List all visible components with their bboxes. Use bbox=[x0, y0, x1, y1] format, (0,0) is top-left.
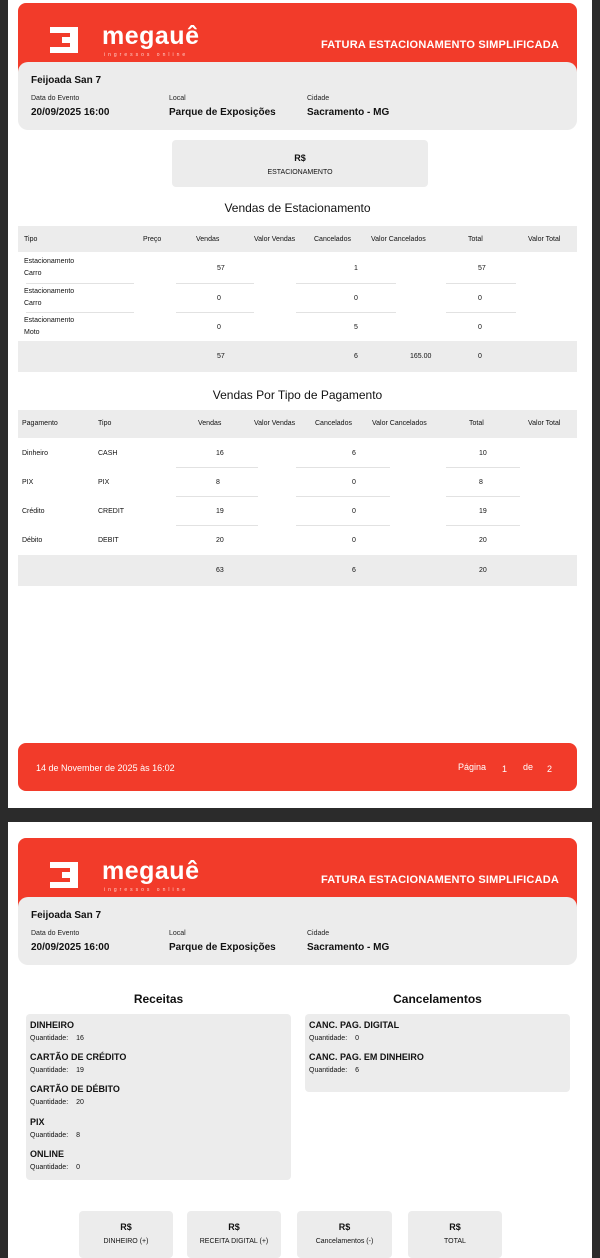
page-total: 2 bbox=[547, 764, 553, 774]
event-city: Cidade Sacramento - MG bbox=[307, 930, 390, 953]
document-title: FATURA ESTACIONAMENTO SIMPLIFICADA bbox=[321, 39, 559, 51]
event-name: Feijoada San 7 bbox=[31, 910, 102, 921]
receita-digital-total-box: R$ RECEITA DIGITAL (+) bbox=[187, 1211, 281, 1258]
brand-tagline: ingressos online bbox=[104, 52, 189, 58]
parking-table-header: Tipo Preço Vendas Valor Vendas Cancelados Valor Cancelados Total Valor Total bbox=[18, 226, 577, 252]
document-title: FATURA ESTACIONAMENTO SIMPLIFICADA bbox=[321, 874, 559, 886]
payment-sales-title: Vendas Por Tipo de Pagamento bbox=[212, 388, 383, 402]
list-item: CARTÃO DE CRÉDITO Quantidade: 19 bbox=[30, 1052, 127, 1074]
event-info bbox=[18, 62, 577, 130]
event-city: Cidade Sacramento - MG bbox=[307, 95, 390, 118]
event-info bbox=[18, 897, 577, 965]
cancelamentos-panel bbox=[305, 1014, 570, 1092]
list-item: CANC. PAG. DIGITAL Quantidade: 0 bbox=[309, 1020, 400, 1042]
brand-name: megauê bbox=[102, 22, 200, 50]
table-row: Débito DEBIT 20 0 20 bbox=[22, 537, 487, 544]
table-row: Dinheiro CASH 16 6 10 bbox=[22, 450, 487, 457]
page-current: 1 bbox=[502, 764, 508, 774]
list-item: CANC. PAG. EM DINHEIRO Quantidade: 6 bbox=[309, 1052, 424, 1074]
parking-table-totals: 57 6 165.00 0 bbox=[18, 341, 577, 372]
list-item: PIX Quantidade: 8 bbox=[30, 1117, 81, 1139]
parking-sales-title: Vendas de Estacionamento bbox=[224, 201, 371, 215]
event-place: Local Parque de Exposições bbox=[169, 95, 276, 118]
list-item: CARTÃO DE DÉBITO Quantidade: 20 bbox=[30, 1084, 120, 1106]
payment-table-totals: 63 6 20 bbox=[18, 555, 577, 586]
brand-name: megauê bbox=[102, 857, 200, 885]
generated-timestamp: 14 de November de 2025 às 16:02 bbox=[36, 763, 175, 773]
table-row: Estacionamento Carro 0 0 0 bbox=[24, 288, 482, 307]
parking-total-box: R$ ESTACIONAMENTO bbox=[172, 140, 428, 187]
grand-total-box: R$ TOTAL bbox=[408, 1211, 502, 1258]
list-item: ONLINE Quantidade: 0 bbox=[30, 1149, 81, 1171]
cancelamentos-title: Cancelamentos bbox=[393, 992, 482, 1006]
event-place: Local Parque de Exposições bbox=[169, 930, 276, 953]
receitas-panel bbox=[26, 1014, 291, 1180]
megaue-logo-icon bbox=[48, 25, 82, 55]
cancelamentos-total-box: R$ Cancelamentos (-) bbox=[297, 1211, 392, 1258]
table-row: PIX PIX 8 0 8 bbox=[22, 479, 483, 486]
list-item: DINHEIRO Quantidade: 16 bbox=[30, 1020, 84, 1042]
megaue-logo-icon bbox=[48, 860, 82, 890]
page-label: Página bbox=[458, 762, 487, 772]
dinheiro-total-box: R$ DINHEIRO (+) bbox=[79, 1211, 173, 1258]
table-row: Estacionamento Carro 57 1 57 bbox=[24, 258, 486, 277]
page-of-label: de bbox=[523, 762, 534, 772]
table-row: Estacionamento Moto 0 5 0 bbox=[24, 317, 482, 336]
brand-tagline: ingressos online bbox=[104, 887, 189, 893]
event-date: Data do Evento 20/09/2025 16:00 bbox=[31, 930, 110, 953]
receitas-title: Receitas bbox=[133, 992, 184, 1006]
page-footer bbox=[18, 743, 577, 791]
table-row: Crédito CREDIT 19 0 19 bbox=[22, 508, 487, 515]
payment-table-header: Pagamento Tipo Vendas Valor Vendas Cancelados Valor Cancelados Total Valor Total bbox=[18, 410, 577, 438]
event-date: Data do Evento 20/09/2025 16:00 bbox=[31, 95, 110, 118]
event-name: Feijoada San 7 bbox=[31, 75, 102, 86]
